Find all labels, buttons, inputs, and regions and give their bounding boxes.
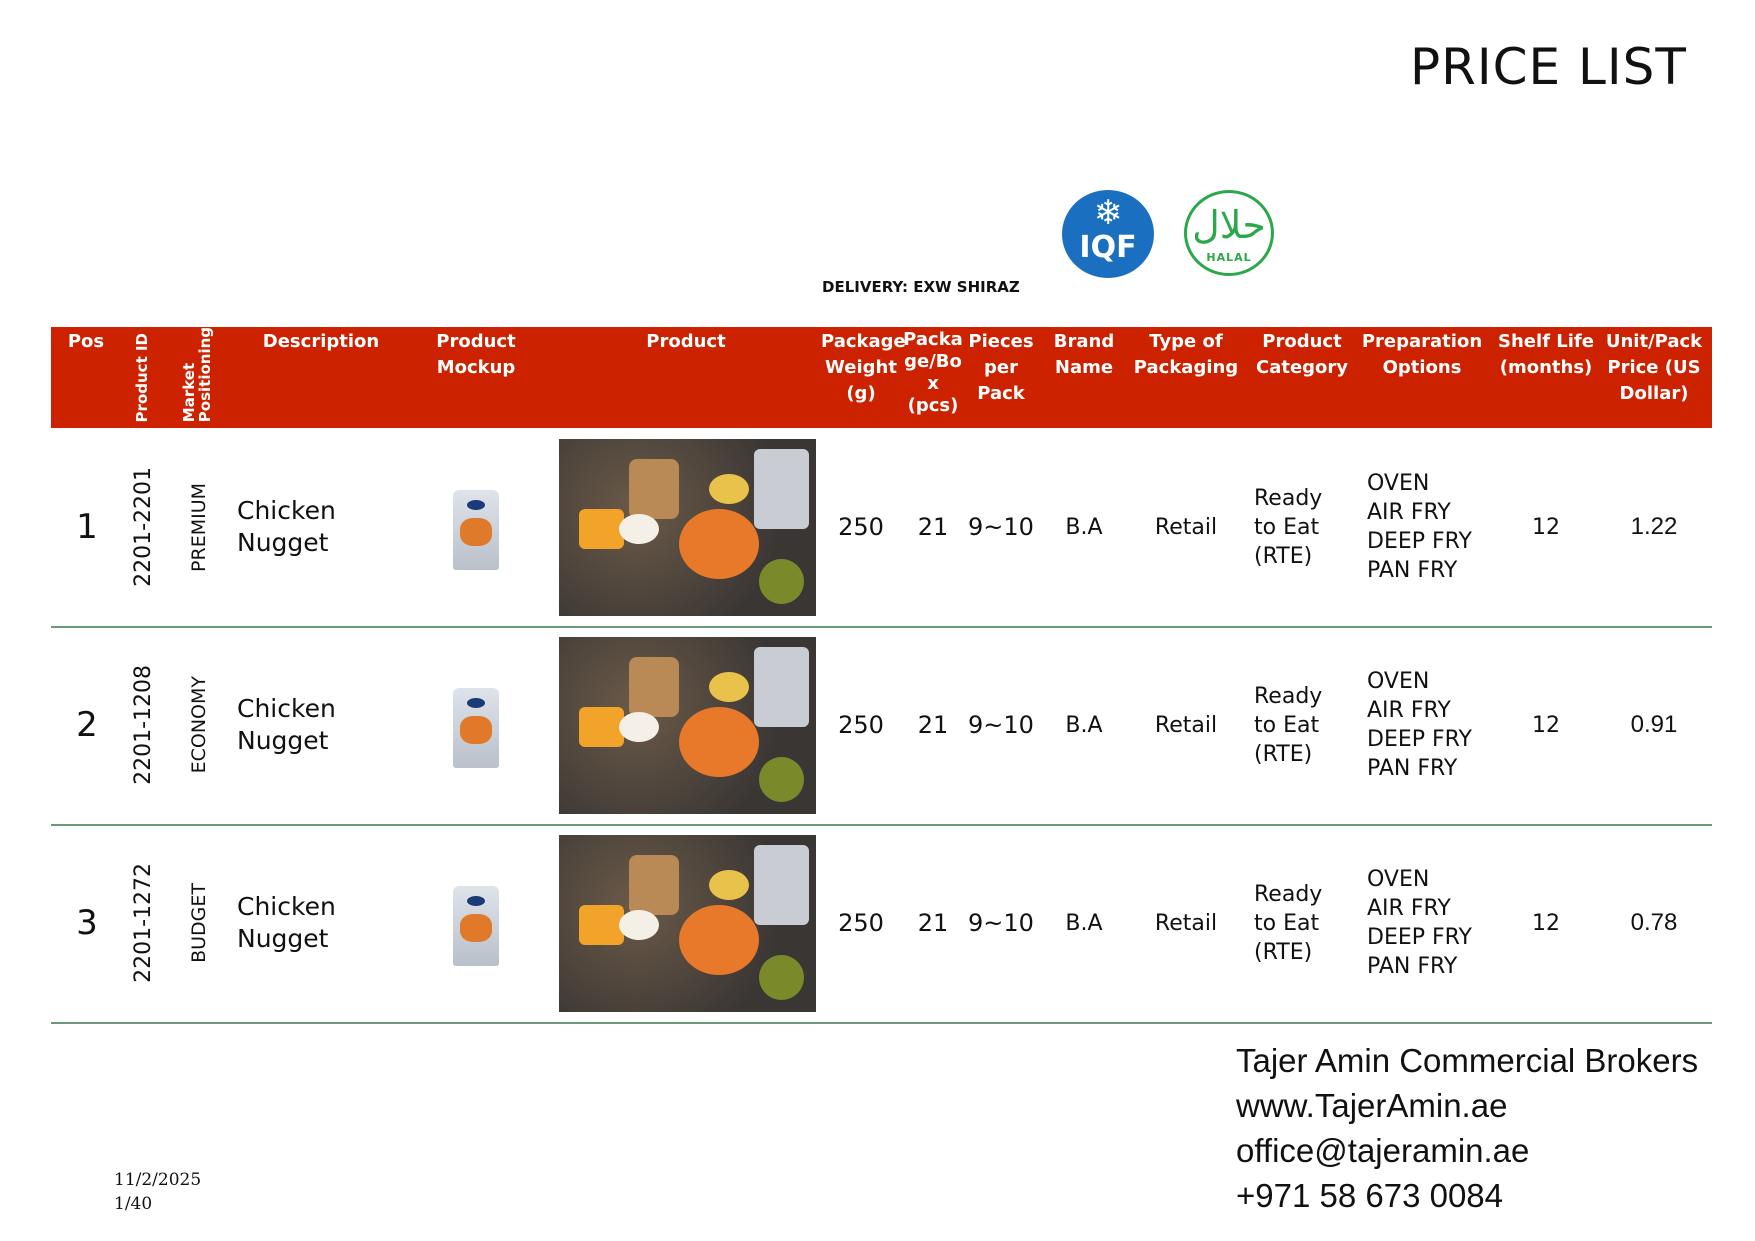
- product-id-cell: 2201-1208: [130, 665, 156, 785]
- market-positioning-cell: BUDGET: [188, 883, 210, 963]
- price-cell: 0.91: [1630, 711, 1678, 738]
- pieces-cell: 9~10: [968, 711, 1034, 739]
- category-cell: Ready to Eat (RTE): [1254, 881, 1323, 965]
- description-cell: Chicken Nugget: [237, 892, 336, 953]
- phone-number: +971 58 673 0084: [1236, 1177, 1504, 1214]
- product-mockup-image: [453, 484, 499, 570]
- preparation-option: PAN FRY: [1367, 558, 1458, 583]
- brand-cell: B.A: [1065, 514, 1103, 540]
- page-footer: [114, 1168, 201, 1216]
- col-shelf-life: Shelf Life (months): [1498, 331, 1594, 378]
- iqf-logo: [1062, 190, 1154, 278]
- package-weight-cell: 250: [838, 909, 884, 937]
- preparation-option: DEEP FRY: [1367, 727, 1472, 752]
- table-row: [51, 626, 1712, 826]
- product-photo-cell: [556, 428, 818, 626]
- page-title: PRICE LIST: [1410, 38, 1687, 96]
- price-cell: 0.78: [1630, 909, 1678, 936]
- pos-cell: 3: [76, 903, 98, 943]
- package-box-cell: 21: [917, 513, 949, 541]
- halal-logo-arabic: حلال: [1192, 203, 1266, 247]
- brand-cell: B.A: [1065, 712, 1103, 738]
- product-photo-cell: [556, 824, 818, 1022]
- package-box-cell: 21: [917, 909, 949, 937]
- product-mockup-image: [453, 682, 499, 768]
- website-link[interactable]: www.TajerAmin.ae: [1236, 1087, 1508, 1124]
- product-mockup-cell: [421, 428, 531, 626]
- iqf-logo-text: IQF: [1079, 230, 1137, 265]
- package-box-cell: 21: [917, 711, 949, 739]
- company-name: Tajer Amin Commercial Brokers: [1236, 1042, 1699, 1079]
- product-id-cell: 2201-2201: [130, 467, 156, 587]
- preparation-option: AIR FRY: [1367, 500, 1451, 525]
- product-mockup-cell: [421, 626, 531, 824]
- preparation-cell: [1367, 428, 1487, 626]
- package-weight-cell: 250: [838, 513, 884, 541]
- pos-cell: 1: [76, 507, 98, 547]
- packaging-cell: Retail: [1154, 910, 1218, 936]
- product-photo-cell: [556, 626, 818, 824]
- pieces-cell: 9~10: [968, 513, 1034, 541]
- halal-logo-text: HALAL: [1206, 251, 1252, 264]
- col-unit-price: Unit/Pack Price (US Dollar): [1605, 331, 1703, 404]
- delivery-terms: DELIVERY: EXW SHIRAZ: [822, 278, 1020, 296]
- market-positioning-cell: PREMIUM: [188, 482, 210, 572]
- col-product: Product: [646, 331, 726, 352]
- category-cell: Ready to Eat (RTE): [1254, 485, 1323, 569]
- product-photo: [559, 637, 816, 814]
- col-product-id: Product ID: [133, 332, 151, 422]
- table-row: [51, 824, 1712, 1024]
- preparation-option: DEEP FRY: [1367, 529, 1472, 554]
- preparation-option: PAN FRY: [1367, 756, 1458, 781]
- price-cell: 1.22: [1630, 513, 1678, 540]
- preparation-cell: [1367, 626, 1487, 824]
- col-product-category: Product Category: [1255, 331, 1349, 378]
- product-mockup-image: [453, 880, 499, 966]
- product-mockup-cell: [421, 824, 531, 1022]
- col-description: Description: [262, 331, 380, 352]
- col-pieces-per-pack: Pieces per Pack: [968, 331, 1034, 404]
- packaging-cell: Retail: [1154, 712, 1218, 738]
- col-package-weight: Package Weight (g): [821, 331, 906, 404]
- col-type-of-packaging: Type of Packaging: [1133, 331, 1239, 378]
- product-photo: [559, 835, 816, 1012]
- description-cell: Chicken Nugget: [237, 496, 336, 557]
- brand-cell: B.A: [1065, 910, 1103, 936]
- preparation-option: OVEN: [1367, 669, 1430, 694]
- product-id-cell: 2201-1272: [130, 863, 156, 983]
- shelf-life-cell: 12: [1532, 514, 1560, 540]
- table-row: [51, 428, 1712, 628]
- preparation-option: OVEN: [1367, 867, 1430, 892]
- preparation-option: PAN FRY: [1367, 954, 1458, 979]
- market-positioning-cell: ECONOMY: [188, 676, 210, 774]
- document-date: 11/2/2025: [114, 1170, 202, 1190]
- snowflake-icon: ❄: [1093, 193, 1123, 233]
- product-photo: [559, 439, 816, 616]
- preparation-option: AIR FRY: [1367, 698, 1451, 723]
- page-number: 1/40: [114, 1194, 153, 1214]
- category-cell: Ready to Eat (RTE): [1254, 683, 1323, 767]
- col-pos: Pos: [67, 331, 105, 352]
- description-cell: Chicken Nugget: [237, 694, 336, 755]
- preparation-option: OVEN: [1367, 471, 1430, 496]
- shelf-life-cell: 12: [1532, 910, 1560, 936]
- contact-block: [1236, 1038, 1698, 1218]
- preparation-cell: [1367, 824, 1487, 1022]
- halal-logo: [1184, 190, 1274, 276]
- email-link[interactable]: office@tajeramin.ae: [1236, 1132, 1530, 1169]
- col-preparation-options: Preparation Options: [1361, 331, 1483, 378]
- table-header: [51, 327, 1712, 428]
- pos-cell: 2: [76, 705, 98, 745]
- col-brand-name: Brand Name: [1053, 331, 1115, 378]
- col-market-positioning: Market Positioning: [180, 326, 214, 422]
- preparation-option: DEEP FRY: [1367, 925, 1472, 950]
- col-package-box: Packa ge/Bo x (pcs): [903, 329, 963, 416]
- pieces-cell: 9~10: [968, 909, 1034, 937]
- col-product-mockup: Product Mockup: [436, 331, 516, 378]
- package-weight-cell: 250: [838, 711, 884, 739]
- shelf-life-cell: 12: [1532, 712, 1560, 738]
- packaging-cell: Retail: [1154, 514, 1218, 540]
- preparation-option: AIR FRY: [1367, 896, 1451, 921]
